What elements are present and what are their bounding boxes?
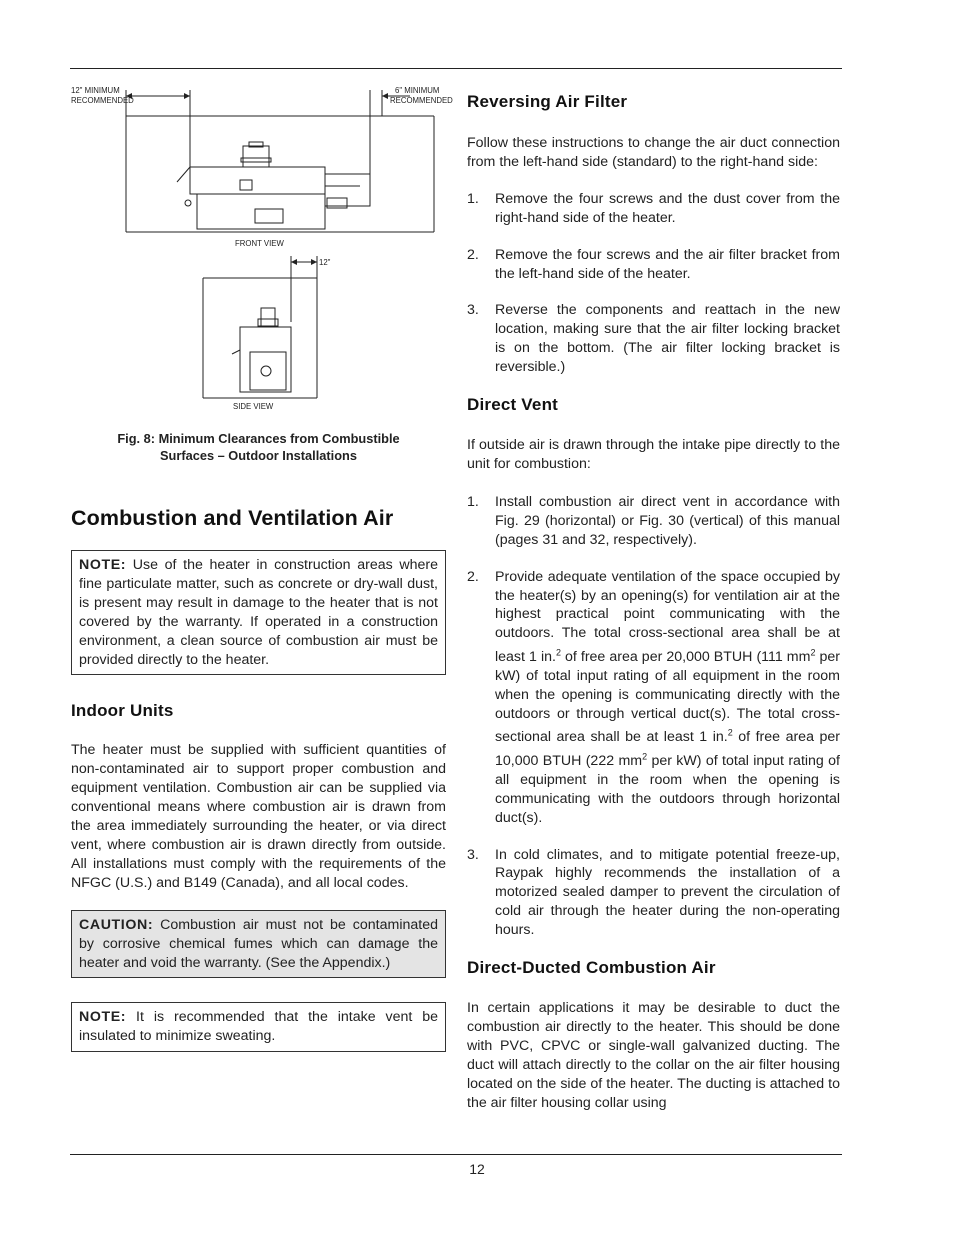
note-label: NOTE: <box>79 557 127 573</box>
list-item-text: In cold climates, and to mitigate potential freeze-up, Raypak highly recommends the installation of a motorized sealed damper to prevent the circulation of cold air through the heater during the non-operating hours. <box>495 846 840 939</box>
figure-caption-line2: Surfaces – Outdoor Installations <box>160 448 357 463</box>
list-item <box>467 190 840 228</box>
right-clearance-label-line2: RECOMMENDED <box>390 96 453 105</box>
caution-label: CAUTION: <box>79 916 154 933</box>
list-item-text: Provide adequate ventilation of the space occupied by the heater(s) by an opening(s) for ventilation air at the highest practical point communicating with the outdoors. The total cross-sectional area shall be at least 1 in.$^2$ of free area per 20,000 BTUH (111 $mm^2$ per kW) of total input rating of all equipment in the room when the opening is communicating directly with the outdoors or through vertical duct(s). The total cross-sectional area shall be at least 1 in.$^2$ of free area per 10,000 BTUH (222 $mm^2$ per kW) of total input rating of all equipment in the room when the opening is communicating with the outdoors through horizontal duct(s). <box>495 568 841 826</box>
list-item-text: Remove the four screws and the dust cover from the right-hand side of the heater. <box>495 190 840 226</box>
section-title-combustion: Combustion and Ventilation Air <box>71 506 394 530</box>
list-item <box>467 568 840 828</box>
left-column <box>71 506 446 1052</box>
note-construction-box <box>71 550 446 675</box>
heading-indoor-units: Indoor Units <box>71 701 174 721</box>
direct-vent-steps-list <box>467 493 840 940</box>
list-item <box>467 493 840 550</box>
list-item-number: 1. <box>467 493 479 510</box>
figure-caption-line1: Fig. 8: Minimum Clearances from Combustible <box>117 431 400 446</box>
reversing-intro: Follow these instructions to change the air duct connection from the left-hand side (standard) to the right-hand side: <box>467 135 840 170</box>
left-clearance-label-line1: 12" MINIMUM <box>71 86 120 95</box>
clearance-diagram <box>65 82 455 422</box>
list-item <box>467 246 840 284</box>
list-item-number: 3. <box>467 302 479 319</box>
right-clearance-label-line1: 6" MINIMUM <box>395 86 440 95</box>
direct-ducted-text: In certain applications it may be desirable to duct the combustion air directly to the heater. This should be done with PVC, CPVC or single-wall galvanized ducting. The duct will attach directly to the collar on the air filter housing located on the side of the heater. The ducting is attached to the air filter housing collar using <box>467 1000 840 1111</box>
list-item-text: Install combustion air direct vent in accordance with Fig. 29 (horizontal) or Fig. 30 (vertical) of this manual (pages 31 and 32, respectively). <box>495 493 840 548</box>
heading-direct-ducted: Direct-Ducted Combustion Air <box>467 958 716 978</box>
list-item-number: 2. <box>467 246 479 263</box>
reversing-steps-list <box>467 190 840 377</box>
left-clearance-label-line2: RECOMMENDED <box>71 96 134 105</box>
right-column <box>467 92 840 1113</box>
page-number: 12 <box>469 1161 485 1177</box>
heading-direct-vent: Direct Vent <box>467 395 559 415</box>
clearance-figure <box>65 82 455 422</box>
note-construction-body: Use of the heater in construction areas where fine particulate matter, such as concrete or dry-wall dust, is present may result in damage to the heater that is not covered by the warranty. If operated in a construction environment, a clean source of combustion air must be provided directly to the heater. <box>79 557 438 668</box>
list-item-number: 1. <box>467 190 479 207</box>
list-item-text: Remove the four screws and the air filter bracket from the left-hand side of the heater. <box>495 246 840 282</box>
note-intake-label: NOTE: <box>79 1009 127 1026</box>
direct-vent-intro: If outside air is drawn through the intake pipe directly to the unit for combustion: <box>467 437 840 472</box>
figure-caption <box>71 430 446 464</box>
caution-box <box>71 910 446 979</box>
top-rule <box>70 68 842 69</box>
list-item-number: 2. <box>467 568 479 585</box>
front-view-label: FRONT VIEW <box>235 239 284 248</box>
caution-body: Combustion air must not be contaminated by corrosive chemical fumes which can damage the heater and void the warranty. (See the Appendix.) <box>79 916 438 971</box>
list-item <box>467 846 840 941</box>
note-intake-text <box>79 1008 438 1046</box>
caution-text <box>79 916 438 973</box>
list-item-number: 3. <box>467 846 479 863</box>
bottom-rule <box>70 1154 842 1155</box>
side-clearance-label: 12" <box>319 258 331 267</box>
indoor-units-text: The heater must be supplied with sufficient quantities of non-contaminated air to support proper combustion and equipment ventilation. Combustion air can be supplied via conventional means where combustion air is drawn from the area immediately surrounding the heater, or via direct vent, where combustion air is drawn directly from outside. All installations must comply with the requirements of the NFGC (U.S.) and B149 (Canada), and all local codes. <box>71 742 446 891</box>
note-intake-body: It is recommended that the intake vent be insulated to minimize sweating. <box>79 1009 438 1045</box>
heading-reversing-air-filter: Reversing Air Filter <box>467 92 628 111</box>
note-intake-box <box>71 1002 446 1052</box>
side-view-label: SIDE VIEW <box>233 402 274 411</box>
note-construction-text <box>79 556 438 669</box>
list-item-text: Reverse the components and reattach in the new location, making sure that the air filter locking bracket is on the bottom. (The air filter locking bracket is reversible.) <box>495 302 840 376</box>
list-item <box>467 301 840 377</box>
